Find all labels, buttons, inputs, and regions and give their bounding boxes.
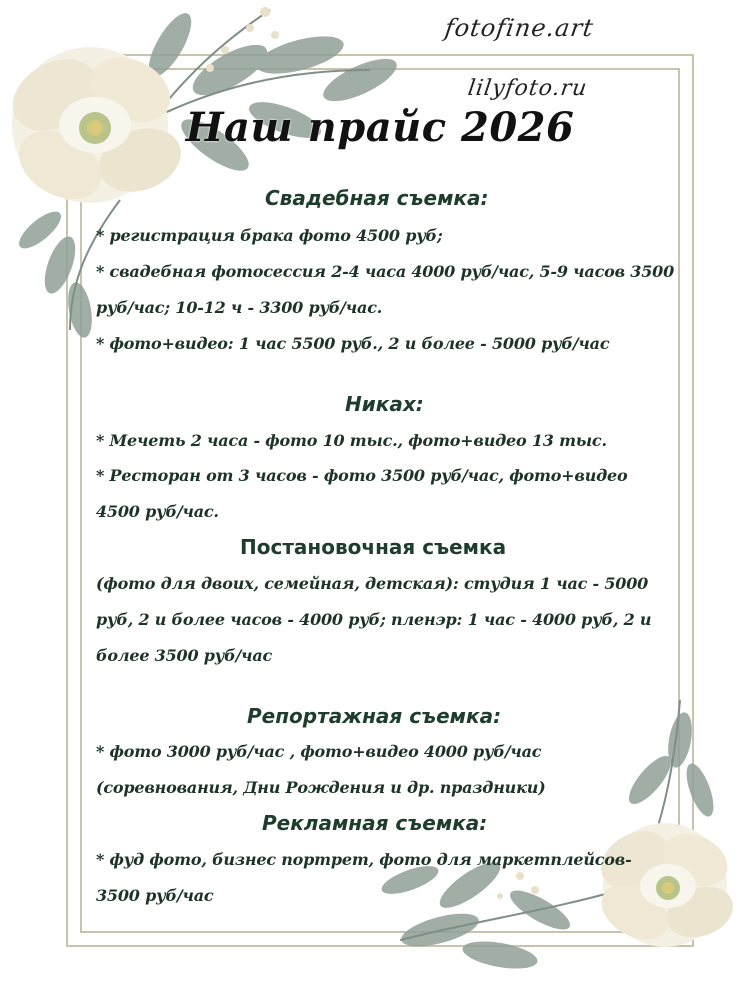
- nikah-line-1: * Мечеть 2 часа - фото 10 тыс., фото+видео 13 тыс.: [96, 431, 607, 450]
- nikah-line-3: 4500 руб/час.: [96, 502, 219, 521]
- ads-line-2: 3500 руб/час: [96, 886, 214, 905]
- staged-line-1: (фото для двоих, семейная, детская): студия 1 час - 5000: [96, 574, 649, 593]
- report-heading: Репортажная съемка:: [247, 704, 502, 728]
- ads-heading: Рекламная съемка:: [262, 811, 488, 835]
- nikah-line-2: * Ресторан от 3 часов - фото 3500 руб/час, фото+видео: [96, 466, 628, 485]
- wedding-line-4: * фото+видео: 1 час 5500 руб., 2 и более - 5000 руб/час: [96, 334, 610, 353]
- wedding-line-2: * свадебная фотосессия 2-4 часа 4000 руб/час, 5-9 часов 3500: [96, 262, 675, 281]
- nikah-heading: Никах:: [345, 392, 424, 416]
- report-line-1: * фото 3000 руб/час , фото+видео 4000 руб/час: [96, 742, 542, 761]
- watermark-lilyfoto: lilyfoto.ru: [466, 76, 590, 101]
- report-line-2: (соревнования, Дни Рождения и др. праздники): [96, 778, 546, 797]
- page-title: Наш прайс 2026: [185, 104, 575, 151]
- floral-decoration-top-left: [0, 0, 420, 340]
- staged-line-2: руб, 2 и более часов - 4000 руб; пленэр: 1 час - 4000 руб, 2 и: [96, 610, 652, 629]
- wedding-line-3: руб/час; 10-12 ч - 3300 руб/час.: [96, 298, 383, 317]
- staged-line-3: более 3500 руб/час: [96, 646, 273, 665]
- ads-line-1: * фуд фото, бизнес портрет, фото для маркетплейсов-: [96, 850, 632, 869]
- watermark-fotofine: fotofine.art: [443, 14, 596, 42]
- wedding-heading: Свадебная съемка:: [265, 186, 489, 210]
- wedding-line-1: * регистрация брака фото 4500 руб;: [96, 226, 443, 245]
- staged-heading: Постановочная съемка: [240, 535, 507, 559]
